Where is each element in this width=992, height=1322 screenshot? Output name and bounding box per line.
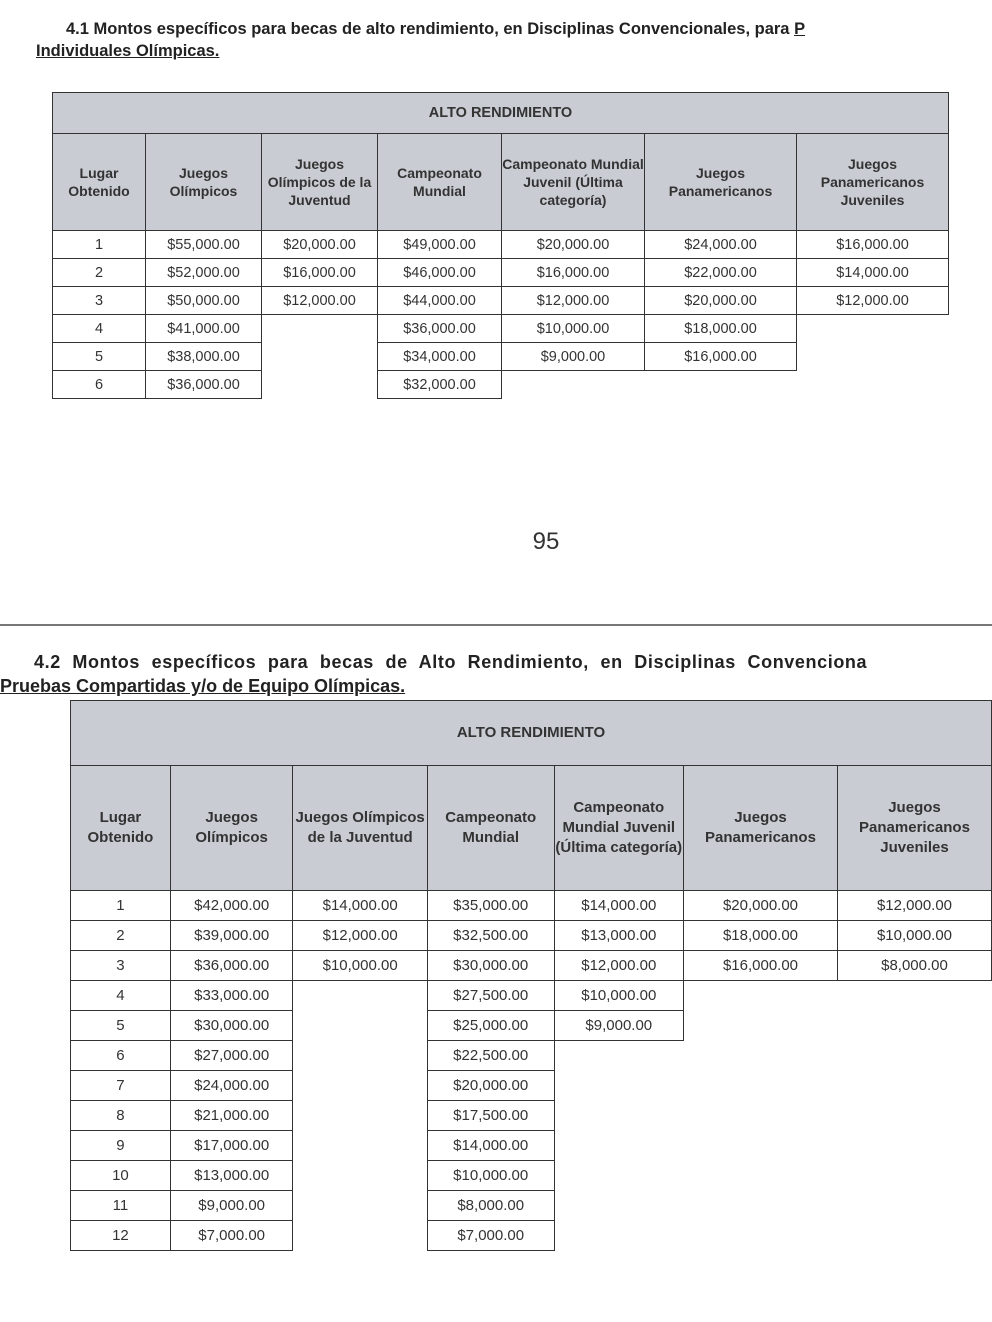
- table-row: [71, 921, 992, 951]
- table-row: [71, 1071, 992, 1101]
- amount-cell: $8,000.00: [427, 1191, 554, 1221]
- place-cell: 10: [71, 1161, 171, 1191]
- empty-cell: [293, 1101, 427, 1131]
- column-header: Lugar Obtenido: [71, 766, 171, 891]
- empty-cell: [293, 1071, 427, 1101]
- amount-cell: $36,000.00: [146, 371, 262, 399]
- empty-cell: [554, 1161, 683, 1191]
- amount-cell: $18,000.00: [645, 315, 797, 343]
- page-break-divider: [0, 624, 992, 626]
- table-row: [53, 343, 949, 371]
- empty-cell: [262, 371, 378, 399]
- table-row: [71, 891, 992, 921]
- column-header: Juegos Olímpicos de la Juventud: [262, 134, 378, 231]
- amount-cell: $39,000.00: [170, 921, 293, 951]
- empty-cell: [293, 1161, 427, 1191]
- amount-cell: $10,000.00: [837, 921, 991, 951]
- amount-cell: $16,000.00: [683, 951, 837, 981]
- place-cell: 3: [71, 951, 171, 981]
- column-header: Juegos Panamericanos: [645, 134, 797, 231]
- place-cell: 7: [71, 1071, 171, 1101]
- table-4-2: [70, 700, 992, 1251]
- empty-cell: [837, 1161, 991, 1191]
- amount-cell: $22,500.00: [427, 1041, 554, 1071]
- empty-cell: [797, 343, 949, 371]
- table-row: [53, 231, 949, 259]
- column-header: Juegos Olímpicos de la Juventud: [293, 766, 427, 891]
- amount-cell: $52,000.00: [146, 259, 262, 287]
- amount-cell: $16,000.00: [797, 231, 949, 259]
- amount-cell: $9,000.00: [502, 343, 645, 371]
- page-number: 95: [532, 528, 560, 555]
- place-cell: 1: [71, 891, 171, 921]
- amount-cell: $18,000.00: [683, 921, 837, 951]
- amount-cell: $41,000.00: [146, 315, 262, 343]
- amount-cell: $7,000.00: [170, 1221, 293, 1251]
- amount-cell: $20,000.00: [502, 231, 645, 259]
- place-cell: 4: [53, 315, 146, 343]
- empty-cell: [683, 1221, 837, 1251]
- empty-cell: [293, 1221, 427, 1251]
- empty-cell: [683, 1161, 837, 1191]
- column-header: Campeonato Mundial: [427, 766, 554, 891]
- table-row: [71, 1131, 992, 1161]
- empty-cell: [683, 1041, 837, 1071]
- amount-cell: $13,000.00: [554, 921, 683, 951]
- empty-cell: [837, 1071, 991, 1101]
- empty-cell: [683, 1071, 837, 1101]
- place-cell: 12: [71, 1221, 171, 1251]
- empty-cell: [797, 315, 949, 343]
- amount-cell: $16,000.00: [502, 259, 645, 287]
- empty-cell: [837, 1191, 991, 1221]
- section-4-1-title-line1: 4.1 Montos específicos para becas de alto rendimiento, en Disciplinas Convencionales, para: [66, 20, 795, 38]
- amount-cell: $36,000.00: [378, 315, 502, 343]
- amount-cell: $10,000.00: [502, 315, 645, 343]
- column-header: Campeonato Mundial Juvenil (Última categoría): [554, 766, 683, 891]
- place-cell: 11: [71, 1191, 171, 1221]
- amount-cell: $25,000.00: [427, 1011, 554, 1041]
- table-row: [71, 1041, 992, 1071]
- table-row: [71, 1221, 992, 1251]
- amount-cell: $12,000.00: [797, 287, 949, 315]
- amount-cell: $14,000.00: [797, 259, 949, 287]
- amount-cell: $22,000.00: [645, 259, 797, 287]
- amount-cell: $24,000.00: [645, 231, 797, 259]
- amount-cell: $46,000.00: [378, 259, 502, 287]
- empty-cell: [293, 1011, 427, 1041]
- section-4-1-title-cut: P: [794, 20, 806, 38]
- table-group-header: ALTO RENDIMIENTO: [53, 93, 949, 134]
- amount-cell: $12,000.00: [502, 287, 645, 315]
- table-row: [53, 371, 949, 399]
- empty-cell: [502, 371, 645, 399]
- column-header: Juegos Panamericanos Juveniles: [797, 134, 949, 231]
- table-row: [53, 287, 949, 315]
- amount-cell: $32,500.00: [427, 921, 554, 951]
- section-4-2-title-line1: 4.2 Montos específicos para becas de Alto Rendimiento, en Disciplinas Convenciona: [34, 652, 868, 672]
- table-row: [53, 315, 949, 343]
- amount-cell: $17,000.00: [170, 1131, 293, 1161]
- empty-cell: [554, 1131, 683, 1161]
- amount-cell: $13,000.00: [170, 1161, 293, 1191]
- empty-cell: [837, 1131, 991, 1161]
- amount-cell: $12,000.00: [837, 891, 991, 921]
- empty-cell: [837, 1041, 991, 1071]
- amount-cell: $10,000.00: [554, 981, 683, 1011]
- place-cell: 9: [71, 1131, 171, 1161]
- amount-cell: $34,000.00: [378, 343, 502, 371]
- amount-cell: $30,000.00: [170, 1011, 293, 1041]
- table-group-header: ALTO RENDIMIENTO: [71, 701, 992, 766]
- amount-cell: $12,000.00: [293, 921, 427, 951]
- table-row: [53, 259, 949, 287]
- column-header: Campeonato Mundial Juvenil (Última categoría): [502, 134, 645, 231]
- empty-cell: [683, 1101, 837, 1131]
- table-row: [71, 951, 992, 981]
- place-cell: 8: [71, 1101, 171, 1131]
- empty-cell: [554, 1221, 683, 1251]
- amount-cell: $21,000.00: [170, 1101, 293, 1131]
- empty-cell: [554, 1191, 683, 1221]
- empty-cell: [262, 343, 378, 371]
- amount-cell: $14,000.00: [293, 891, 427, 921]
- amount-cell: $20,000.00: [427, 1071, 554, 1101]
- amount-cell: $9,000.00: [554, 1011, 683, 1041]
- amount-cell: $27,500.00: [427, 981, 554, 1011]
- amount-cell: $32,000.00: [378, 371, 502, 399]
- table-row: [71, 1101, 992, 1131]
- place-cell: 6: [53, 371, 146, 399]
- column-header: Campeonato Mundial: [378, 134, 502, 231]
- amount-cell: $20,000.00: [262, 231, 378, 259]
- amount-cell: $14,000.00: [554, 891, 683, 921]
- empty-cell: [837, 1101, 991, 1131]
- amount-cell: $16,000.00: [645, 343, 797, 371]
- amount-cell: $12,000.00: [262, 287, 378, 315]
- table-row: [71, 1191, 992, 1221]
- place-cell: 3: [53, 287, 146, 315]
- section-4-2-title-line2: Pruebas Compartidas y/o de Equipo Olímpicas.: [0, 676, 406, 696]
- column-header: Juegos Panamericanos: [683, 766, 837, 891]
- empty-cell: [837, 1011, 991, 1041]
- empty-cell: [262, 315, 378, 343]
- amount-cell: $30,000.00: [427, 951, 554, 981]
- amount-cell: $55,000.00: [146, 231, 262, 259]
- amount-cell: $24,000.00: [170, 1071, 293, 1101]
- amount-cell: $42,000.00: [170, 891, 293, 921]
- amount-cell: $10,000.00: [293, 951, 427, 981]
- column-header: Lugar Obtenido: [53, 134, 146, 231]
- amount-cell: $9,000.00: [170, 1191, 293, 1221]
- column-header: Juegos Olímpicos: [146, 134, 262, 231]
- empty-cell: [683, 1011, 837, 1041]
- amount-cell: $7,000.00: [427, 1221, 554, 1251]
- table-row: [71, 981, 992, 1011]
- place-cell: 2: [71, 921, 171, 951]
- place-cell: 2: [53, 259, 146, 287]
- amount-cell: $36,000.00: [170, 951, 293, 981]
- place-cell: 6: [71, 1041, 171, 1071]
- amount-cell: $38,000.00: [146, 343, 262, 371]
- empty-cell: [293, 1191, 427, 1221]
- amount-cell: $35,000.00: [427, 891, 554, 921]
- section-4-2-heading: [0, 650, 992, 698]
- amount-cell: $49,000.00: [378, 231, 502, 259]
- amount-cell: $16,000.00: [262, 259, 378, 287]
- amount-cell: $50,000.00: [146, 287, 262, 315]
- empty-cell: [797, 371, 949, 399]
- amount-cell: $17,500.00: [427, 1101, 554, 1131]
- amount-cell: $20,000.00: [645, 287, 797, 315]
- table-row: [71, 1161, 992, 1191]
- column-header: Juegos Olímpicos: [170, 766, 293, 891]
- amount-cell: $12,000.00: [554, 951, 683, 981]
- column-header: Juegos Panamericanos Juveniles: [837, 766, 991, 891]
- empty-cell: [683, 981, 837, 1011]
- amount-cell: $33,000.00: [170, 981, 293, 1011]
- amount-cell: $10,000.00: [427, 1161, 554, 1191]
- empty-cell: [293, 1041, 427, 1071]
- empty-cell: [554, 1041, 683, 1071]
- empty-cell: [683, 1191, 837, 1221]
- amount-cell: $27,000.00: [170, 1041, 293, 1071]
- empty-cell: [293, 1131, 427, 1161]
- place-cell: 5: [71, 1011, 171, 1041]
- amount-cell: $44,000.00: [378, 287, 502, 315]
- empty-cell: [554, 1071, 683, 1101]
- section-4-1-title-line2: Individuales Olímpicas.: [36, 42, 220, 60]
- empty-cell: [645, 371, 797, 399]
- empty-cell: [683, 1131, 837, 1161]
- amount-cell: $8,000.00: [837, 951, 991, 981]
- place-cell: 5: [53, 343, 146, 371]
- amount-cell: $14,000.00: [427, 1131, 554, 1161]
- section-4-1-heading: [36, 18, 992, 62]
- place-cell: 4: [71, 981, 171, 1011]
- empty-cell: [554, 1101, 683, 1131]
- empty-cell: [837, 1221, 991, 1251]
- empty-cell: [837, 981, 991, 1011]
- amount-cell: $20,000.00: [683, 891, 837, 921]
- table-row: [71, 1011, 992, 1041]
- table-4-1: [52, 92, 949, 399]
- place-cell: 1: [53, 231, 146, 259]
- empty-cell: [293, 981, 427, 1011]
